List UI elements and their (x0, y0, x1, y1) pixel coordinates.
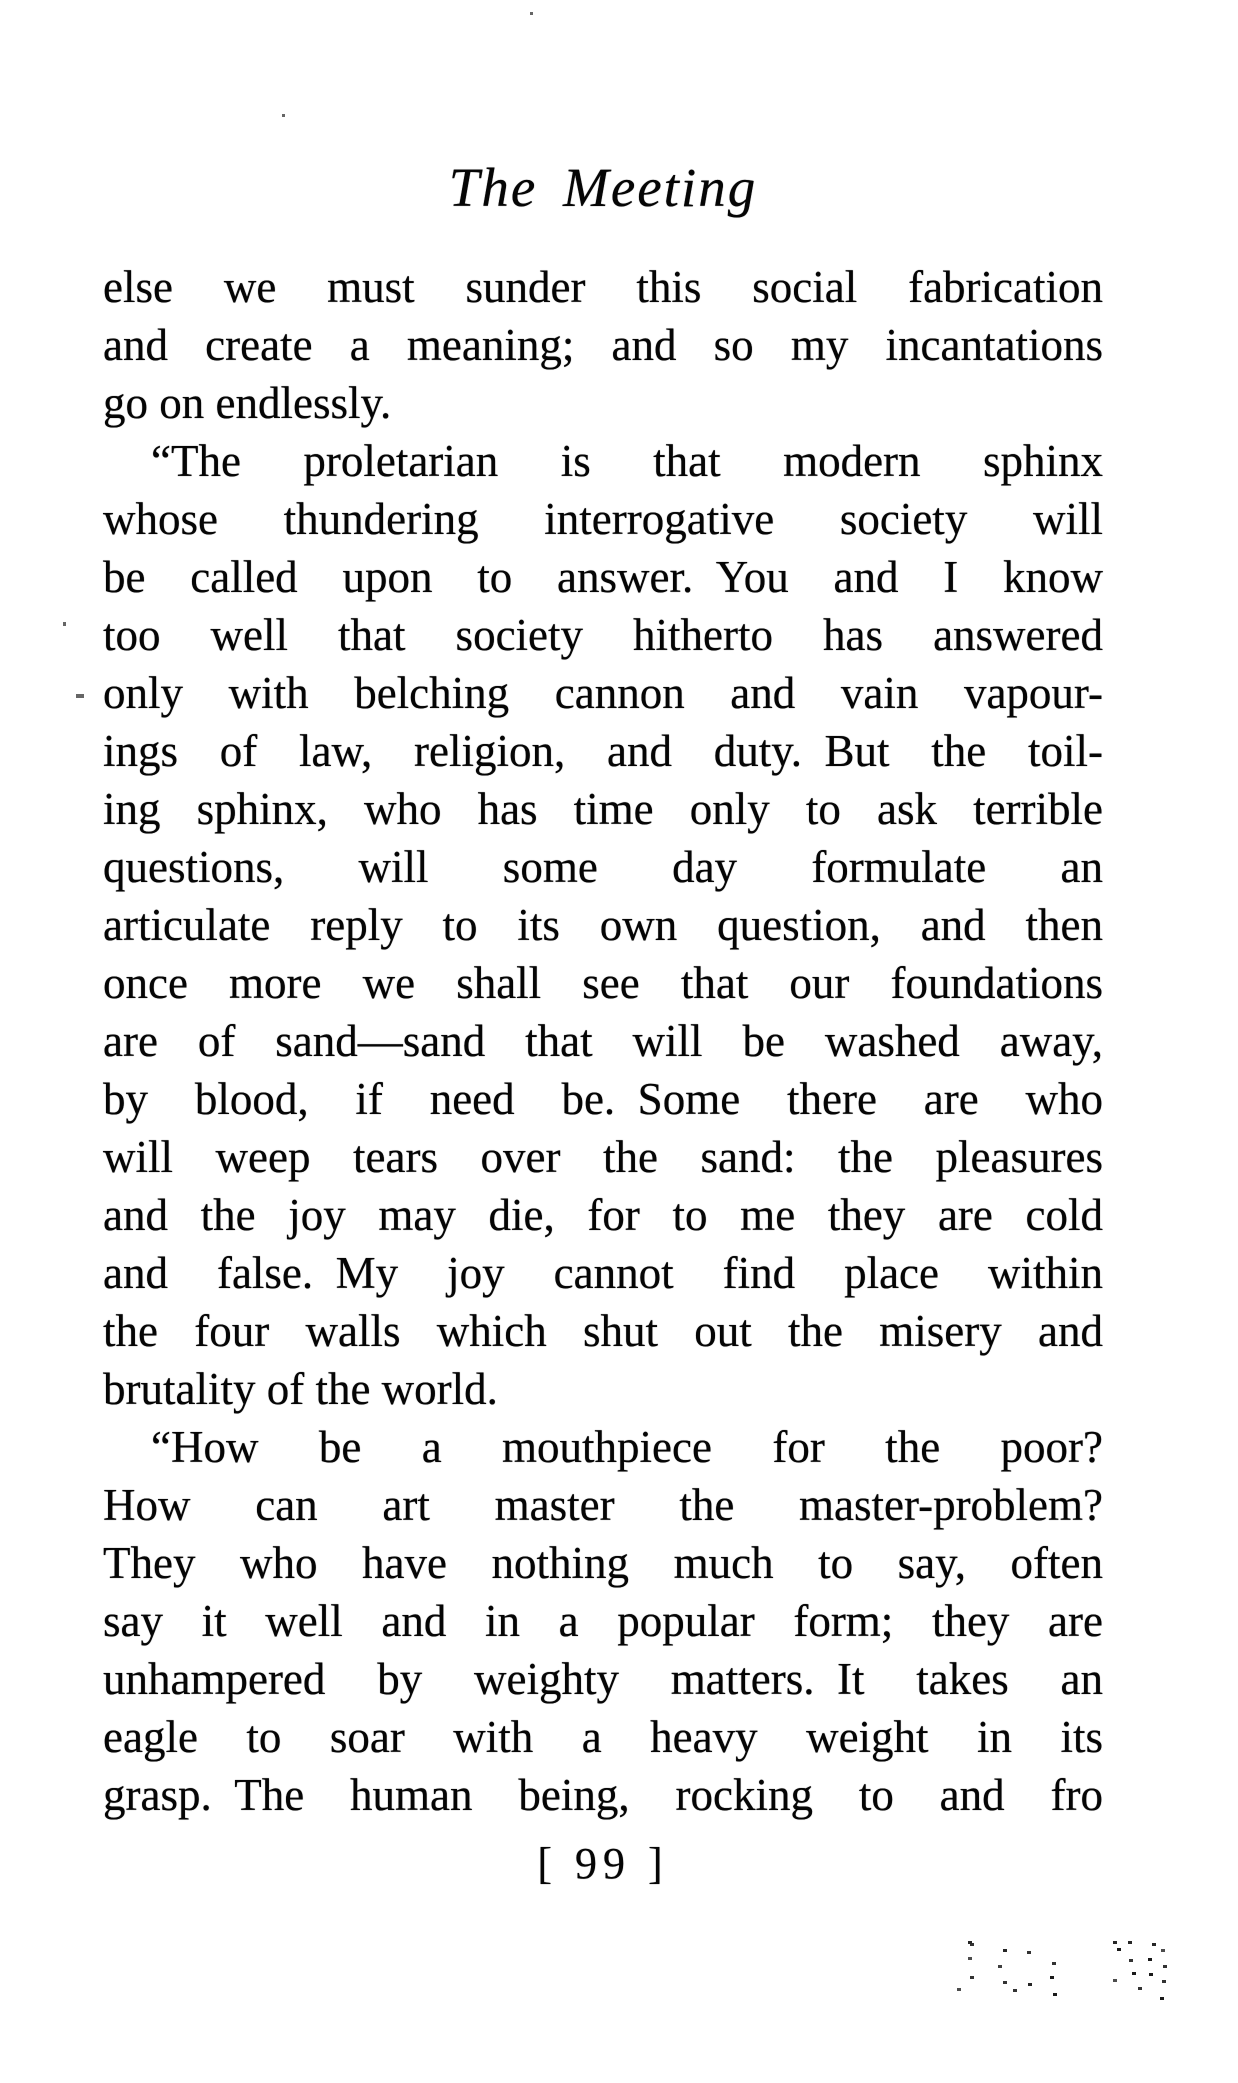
text-line: questions, will some day formulate an (103, 842, 1103, 892)
scan-noise (1113, 1941, 1117, 1944)
text-line: by blood, if need be. Some there are who (103, 1074, 1103, 1124)
text-line: the four walls which shut out the misery and (103, 1306, 1103, 1356)
text-line: brutality of the world. (103, 1364, 498, 1414)
text-line: too well that society hitherto has answered (103, 610, 1103, 660)
text-line: only with belching cannon and vain vapour- (103, 668, 1103, 718)
text-line: ing sphinx, who has time only to ask terrible (103, 784, 1103, 834)
scan-speck (282, 114, 285, 117)
text-line: and false. My joy cannot find place within (103, 1248, 1103, 1298)
text-line: articulate reply to its own question, and then (103, 900, 1103, 950)
text-line: ings of law, religion, and duty. But the toil- (103, 726, 1103, 776)
text-line: and the joy may die, for to me they are cold (103, 1190, 1103, 1240)
text-line: are of sand—sand that will be washed away, (103, 1016, 1103, 1066)
text-line: say it well and in a popular form; they are (103, 1596, 1103, 1646)
text-line: “The proletarian is that modern sphinx (151, 436, 1103, 486)
text-line: whose thundering interrogative society will (103, 494, 1103, 544)
scan-speck (63, 622, 66, 626)
text-line: eagle to soar with a heavy weight in its (103, 1712, 1103, 1762)
text-line: once more we shall see that our foundations (103, 958, 1103, 1008)
text-line: go on endlessly. (103, 378, 392, 428)
text-line: They who have nothing much to say, often (103, 1538, 1103, 1588)
text-line: unhampered by weighty matters. It takes an (103, 1654, 1103, 1704)
scan-speck (530, 12, 533, 15)
text-line: else we must sunder this social fabrication (103, 262, 1103, 312)
text-line: will weep tears over the sand: the pleasures (103, 1132, 1103, 1182)
page-number: [ 99 ] (537, 1839, 669, 1888)
text-line: grasp. The human being, rocking to and fro (103, 1770, 1103, 1820)
scan-noise (968, 1941, 972, 1944)
page-title: The Meeting (448, 157, 758, 218)
text-line: be called upon to answer. You and I know (103, 552, 1103, 602)
text-line: “How be a mouthpiece for the poor? (151, 1422, 1103, 1472)
text-line: How can art master the master-problem? (103, 1480, 1103, 1530)
body-text (103, 258, 1103, 1824)
text-line: and create a meaning; and so my incantations (103, 320, 1103, 370)
scan-speck (76, 694, 84, 698)
